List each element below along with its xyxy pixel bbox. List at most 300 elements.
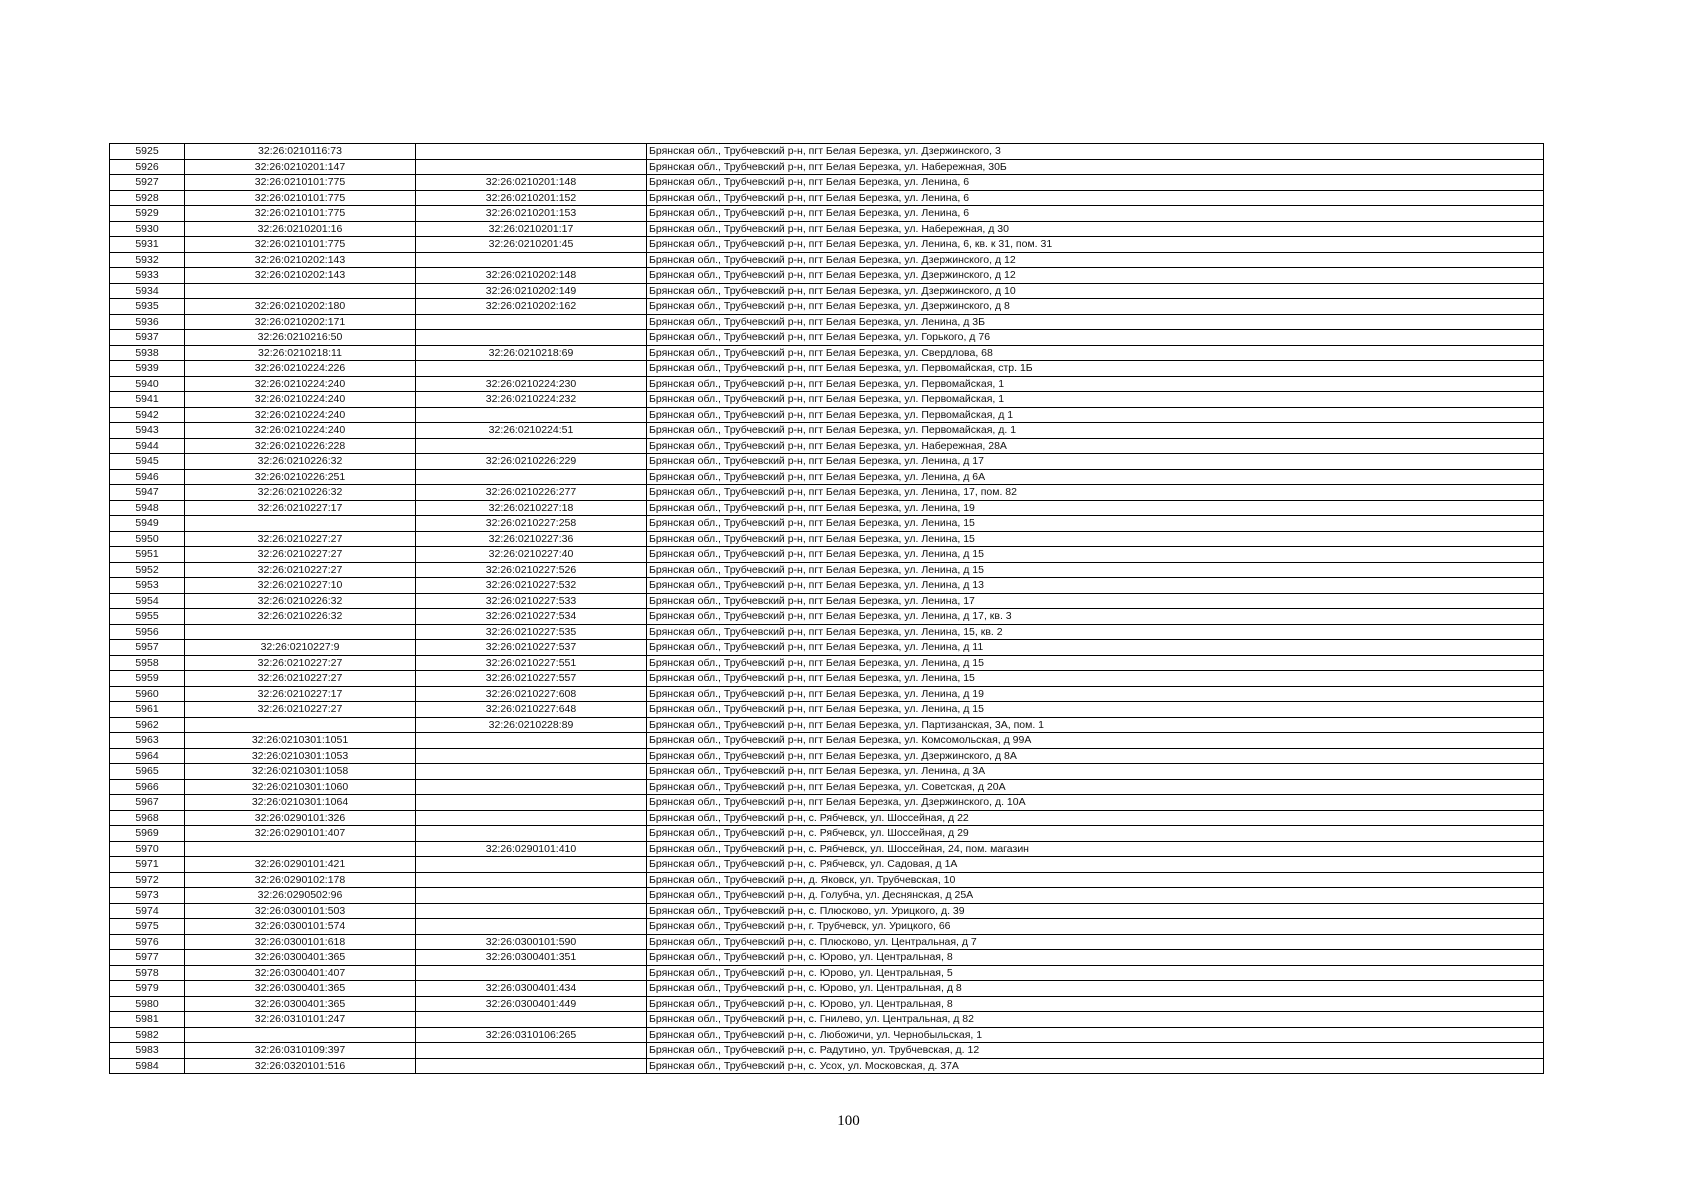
row-number-cell: 5927 (110, 175, 185, 191)
object-number-cell: 32:26:0210228:89 (416, 717, 647, 733)
object-number-cell: 32:26:0210227:535 (416, 624, 647, 640)
address-cell: Брянская обл., Трубчевский р-н, с. Рябчевск, ул. Шоссейная, д 22 (647, 810, 1544, 826)
address-cell: Брянская обл., Трубчевский р-н, с. Гнилево, ул. Центральная, д 82 (647, 1012, 1544, 1028)
object-number-cell: 32:26:0210224:51 (416, 423, 647, 439)
table-row (110, 996, 1544, 1012)
table-row (110, 1027, 1544, 1043)
object-number-cell: 32:26:0210227:533 (416, 593, 647, 609)
object-number-cell: 32:26:0210227:534 (416, 609, 647, 625)
table-row (110, 857, 1544, 873)
object-number-cell (416, 748, 647, 764)
table-row (110, 934, 1544, 950)
cadastral-number-cell: 32:26:0310101:247 (185, 1012, 416, 1028)
row-number-cell: 5974 (110, 903, 185, 919)
address-cell: Брянская обл., Трубчевский р-н, с. Плюсково, ул. Урицкого, д. 39 (647, 903, 1544, 919)
cadastral-number-cell: 32:26:0210226:228 (185, 438, 416, 454)
address-cell: Брянская обл., Трубчевский р-н, пгт Белая Березка, ул. Ленина, д 15 (647, 547, 1544, 563)
object-number-cell (416, 810, 647, 826)
row-number-cell: 5973 (110, 888, 185, 904)
table-row (110, 795, 1544, 811)
table-row (110, 810, 1544, 826)
address-cell: Брянская обл., Трубчевский р-н, пгт Белая Березка, ул. Дзержинского, 3 (647, 144, 1544, 160)
table-row (110, 190, 1544, 206)
object-number-cell: 32:26:0210227:36 (416, 531, 647, 547)
row-number-cell: 5963 (110, 733, 185, 749)
object-number-cell (416, 733, 647, 749)
address-cell: Брянская обл., Трубчевский р-н, пгт Белая Березка, ул. Свердлова, 68 (647, 345, 1544, 361)
cadastral-number-cell: 32:26:0300401:365 (185, 996, 416, 1012)
table-row (110, 872, 1544, 888)
row-number-cell: 5935 (110, 299, 185, 315)
table-row (110, 624, 1544, 640)
row-number-cell: 5978 (110, 965, 185, 981)
cadastral-number-cell: 32:26:0210101:775 (185, 175, 416, 191)
cadastral-number-cell: 32:26:0300401:365 (185, 981, 416, 997)
row-number-cell: 5951 (110, 547, 185, 563)
table-row (110, 299, 1544, 315)
address-cell: Брянская обл., Трубчевский р-н, пгт Белая Березка, ул. Дзержинского, д 12 (647, 252, 1544, 268)
address-cell: Брянская обл., Трубчевский р-н, с. Плюсково, ул. Центральная, д 7 (647, 934, 1544, 950)
cadastral-number-cell: 32:26:0210218:11 (185, 345, 416, 361)
cadastral-number-cell: 32:26:0300101:503 (185, 903, 416, 919)
object-number-cell: 32:26:0310106:265 (416, 1027, 647, 1043)
row-number-cell: 5933 (110, 268, 185, 284)
address-cell: Брянская обл., Трубчевский р-н, пгт Белая Березка, ул. Ленина, 17, пом. 82 (647, 485, 1544, 501)
object-number-cell (416, 144, 647, 160)
cadastral-number-cell: 32:26:0290101:407 (185, 826, 416, 842)
cadastral-number-cell: 32:26:0300101:618 (185, 934, 416, 950)
cadastral-number-cell (185, 624, 416, 640)
row-number-cell: 5965 (110, 764, 185, 780)
row-number-cell: 5953 (110, 578, 185, 594)
row-number-cell: 5942 (110, 407, 185, 423)
row-number-cell: 5938 (110, 345, 185, 361)
cadastral-number-cell: 32:26:0210226:251 (185, 469, 416, 485)
row-number-cell: 5940 (110, 376, 185, 392)
row-number-cell: 5930 (110, 221, 185, 237)
address-cell: Брянская обл., Трубчевский р-н, пгт Белая Березка, ул. Ленина, д 3А (647, 764, 1544, 780)
address-cell: Брянская обл., Трубчевский р-н, пгт Белая Березка, ул. Ленина, д 15 (647, 562, 1544, 578)
object-number-cell: 32:26:0210224:230 (416, 376, 647, 392)
table-row (110, 392, 1544, 408)
address-cell: Брянская обл., Трубчевский р-н, пгт Белая Березка, ул. Ленина, 15 (647, 671, 1544, 687)
cadastral-number-cell: 32:26:0210101:775 (185, 206, 416, 222)
address-cell: Брянская обл., Трубчевский р-н, пгт Белая Березка, ул. Первомайская, д 1 (647, 407, 1544, 423)
address-cell: Брянская обл., Трубчевский р-н, пгт Белая Березка, ул. Набережная, 30Б (647, 159, 1544, 175)
address-cell: Брянская обл., Трубчевский р-н, с. Юрово, ул. Центральная, 5 (647, 965, 1544, 981)
table-row (110, 903, 1544, 919)
cadastral-number-cell: 32:26:0290102:178 (185, 872, 416, 888)
row-number-cell: 5946 (110, 469, 185, 485)
address-cell: Брянская обл., Трубчевский р-н, пгт Белая Березка, ул. Комсомольская, д 99А (647, 733, 1544, 749)
table-row (110, 981, 1544, 997)
row-number-cell: 5981 (110, 1012, 185, 1028)
cadastral-number-cell: 32:26:0210201:147 (185, 159, 416, 175)
registry-table (109, 143, 1544, 1074)
table-row (110, 640, 1544, 656)
table-row (110, 826, 1544, 842)
table-row (110, 144, 1544, 160)
cadastral-number-cell: 32:26:0210224:240 (185, 407, 416, 423)
row-number-cell: 5948 (110, 500, 185, 516)
table-row (110, 283, 1544, 299)
object-number-cell (416, 903, 647, 919)
object-number-cell: 32:26:0210226:229 (416, 454, 647, 470)
cadastral-number-cell: 32:26:0210116:73 (185, 144, 416, 160)
object-number-cell: 32:26:0210224:232 (416, 392, 647, 408)
object-number-cell (416, 764, 647, 780)
object-number-cell (416, 438, 647, 454)
cadastral-number-cell: 32:26:0290502:96 (185, 888, 416, 904)
cadastral-number-cell: 32:26:0310109:397 (185, 1043, 416, 1059)
table-row (110, 547, 1544, 563)
address-cell: Брянская обл., Трубчевский р-н, пгт Белая Березка, ул. Дзержинского, д 12 (647, 268, 1544, 284)
cadastral-number-cell: 32:26:0210101:775 (185, 237, 416, 253)
table-row (110, 965, 1544, 981)
table-row (110, 314, 1544, 330)
address-cell: Брянская обл., Трубчевский р-н, пгт Белая Березка, ул. Дзержинского, д 8 (647, 299, 1544, 315)
row-number-cell: 5949 (110, 516, 185, 532)
cadastral-number-cell: 32:26:0210227:17 (185, 686, 416, 702)
table-row (110, 950, 1544, 966)
object-number-cell: 32:26:0210227:526 (416, 562, 647, 578)
address-cell: Брянская обл., Трубчевский р-н, пгт Белая Березка, ул. Ленина, д 15 (647, 655, 1544, 671)
cadastral-number-cell (185, 516, 416, 532)
table-row (110, 345, 1544, 361)
object-number-cell: 32:26:0210227:258 (416, 516, 647, 532)
cadastral-number-cell: 32:26:0210101:775 (185, 190, 416, 206)
cadastral-number-cell: 32:26:0290101:421 (185, 857, 416, 873)
cadastral-number-cell: 32:26:0210227:27 (185, 671, 416, 687)
table-row (110, 330, 1544, 346)
address-cell: Брянская обл., Трубчевский р-н, пгт Белая Березка, ул. Ленина, 6 (647, 206, 1544, 222)
address-cell: Брянская обл., Трубчевский р-н, пгт Белая Березка, ул. Дзержинского, д. 10А (647, 795, 1544, 811)
row-number-cell: 5939 (110, 361, 185, 377)
row-number-cell: 5970 (110, 841, 185, 857)
address-cell: Брянская обл., Трубчевский р-н, пгт Белая Березка, ул. Партизанская, 3А, пом. 1 (647, 717, 1544, 733)
row-number-cell: 5975 (110, 919, 185, 935)
table-row (110, 779, 1544, 795)
row-number-cell: 5969 (110, 826, 185, 842)
address-cell: Брянская обл., Трубчевский р-н, пгт Белая Березка, ул. Ленина, 6, кв. к 31, пом. 31 (647, 237, 1544, 253)
object-number-cell: 32:26:0210201:17 (416, 221, 647, 237)
row-number-cell: 5959 (110, 671, 185, 687)
cadastral-number-cell: 32:26:0210202:171 (185, 314, 416, 330)
address-cell: Брянская обл., Трубчевский р-н, пгт Белая Березка, ул. Дзержинского, д 8А (647, 748, 1544, 764)
address-cell: Брянская обл., Трубчевский р-н, пгт Белая Березка, ул. Первомайская, 1 (647, 376, 1544, 392)
row-number-cell: 5943 (110, 423, 185, 439)
table-row (110, 686, 1544, 702)
address-cell: Брянская обл., Трубчевский р-н, пгт Белая Березка, ул. Ленина, д 13 (647, 578, 1544, 594)
cadastral-number-cell: 32:26:0210227:27 (185, 531, 416, 547)
table-row (110, 159, 1544, 175)
address-cell: Брянская обл., Трубчевский р-н, пгт Белая Березка, ул. Ленина, 15 (647, 531, 1544, 547)
cadastral-number-cell: 32:26:0210227:10 (185, 578, 416, 594)
table-row (110, 733, 1544, 749)
row-number-cell: 5928 (110, 190, 185, 206)
row-number-cell: 5931 (110, 237, 185, 253)
cadastral-number-cell (185, 1027, 416, 1043)
row-number-cell: 5932 (110, 252, 185, 268)
object-number-cell (416, 361, 647, 377)
table-row (110, 702, 1544, 718)
table-row (110, 888, 1544, 904)
row-number-cell: 5952 (110, 562, 185, 578)
address-cell: Брянская обл., Трубчевский р-н, г. Трубчевск, ул. Урицкого, 66 (647, 919, 1544, 935)
row-number-cell: 5961 (110, 702, 185, 718)
object-number-cell: 32:26:0210218:69 (416, 345, 647, 361)
address-cell: Брянская обл., Трубчевский р-н, пгт Белая Березка, ул. Ленина, 19 (647, 500, 1544, 516)
table-row (110, 268, 1544, 284)
object-number-cell: 32:26:0210227:557 (416, 671, 647, 687)
address-cell: Брянская обл., Трубчевский р-н, пгт Белая Березка, ул. Набережная, 28А (647, 438, 1544, 454)
cadastral-number-cell: 32:26:0210202:143 (185, 268, 416, 284)
cadastral-number-cell: 32:26:0210227:17 (185, 500, 416, 516)
row-number-cell: 5954 (110, 593, 185, 609)
object-number-cell (416, 252, 647, 268)
object-number-cell: 32:26:0210201:45 (416, 237, 647, 253)
cadastral-number-cell: 32:26:0210227:27 (185, 562, 416, 578)
table-row (110, 671, 1544, 687)
address-cell: Брянская обл., Трубчевский р-н, пгт Белая Березка, ул. Дзержинского, д 10 (647, 283, 1544, 299)
object-number-cell: 32:26:0300401:434 (416, 981, 647, 997)
object-number-cell: 32:26:0210227:648 (416, 702, 647, 718)
table-row (110, 562, 1544, 578)
object-number-cell (416, 469, 647, 485)
row-number-cell: 5945 (110, 454, 185, 470)
object-number-cell: 32:26:0210227:532 (416, 578, 647, 594)
row-number-cell: 5929 (110, 206, 185, 222)
object-number-cell: 32:26:0300401:449 (416, 996, 647, 1012)
object-number-cell (416, 407, 647, 423)
row-number-cell: 5964 (110, 748, 185, 764)
object-number-cell: 32:26:0210227:537 (416, 640, 647, 656)
cadastral-number-cell: 32:26:0210227:9 (185, 640, 416, 656)
row-number-cell: 5967 (110, 795, 185, 811)
table-row (110, 423, 1544, 439)
object-number-cell (416, 314, 647, 330)
cadastral-number-cell: 32:26:0210301:1060 (185, 779, 416, 795)
row-number-cell: 5980 (110, 996, 185, 1012)
address-cell: Брянская обл., Трубчевский р-н, с. Радутино, ул. Трубчевская, д. 12 (647, 1043, 1544, 1059)
cadastral-number-cell: 32:26:0210224:226 (185, 361, 416, 377)
cadastral-number-cell: 32:26:0210227:27 (185, 547, 416, 563)
table-row (110, 748, 1544, 764)
table-row (110, 764, 1544, 780)
cadastral-number-cell: 32:26:0210226:32 (185, 454, 416, 470)
cadastral-number-cell: 32:26:0210227:27 (185, 702, 416, 718)
table-row (110, 516, 1544, 532)
table-row (110, 206, 1544, 222)
address-cell: Брянская обл., Трубчевский р-н, пгт Белая Березка, ул. Ленина, 15, кв. 2 (647, 624, 1544, 640)
table-row (110, 361, 1544, 377)
address-cell: Брянская обл., Трубчевский р-н, с. Рябчевск, ул. Садовая, д 1А (647, 857, 1544, 873)
row-number-cell: 5966 (110, 779, 185, 795)
row-number-cell: 5968 (110, 810, 185, 826)
cadastral-number-cell: 32:26:0290101:326 (185, 810, 416, 826)
object-number-cell: 32:26:0210227:551 (416, 655, 647, 671)
cadastral-number-cell: 32:26:0320101:516 (185, 1058, 416, 1074)
object-number-cell: 32:26:0210201:148 (416, 175, 647, 191)
row-number-cell: 5950 (110, 531, 185, 547)
cadastral-number-cell: 32:26:0210216:50 (185, 330, 416, 346)
object-number-cell (416, 1043, 647, 1059)
cadastral-number-cell: 32:26:0300101:574 (185, 919, 416, 935)
object-number-cell (416, 1058, 647, 1074)
row-number-cell: 5944 (110, 438, 185, 454)
registry-table-body (110, 144, 1544, 1074)
table-row (110, 593, 1544, 609)
cadastral-number-cell: 32:26:0210226:32 (185, 485, 416, 501)
cadastral-number-cell: 32:26:0210301:1053 (185, 748, 416, 764)
row-number-cell: 5979 (110, 981, 185, 997)
object-number-cell: 32:26:0210227:40 (416, 547, 647, 563)
row-number-cell: 5926 (110, 159, 185, 175)
object-number-cell (416, 857, 647, 873)
table-row (110, 1012, 1544, 1028)
address-cell: Брянская обл., Трубчевский р-н, пгт Белая Березка, ул. Первомайская, д. 1 (647, 423, 1544, 439)
address-cell: Брянская обл., Трубчевский р-н, пгт Белая Березка, ул. Первомайская, 1 (647, 392, 1544, 408)
cadastral-number-cell: 32:26:0300401:407 (185, 965, 416, 981)
object-number-cell (416, 826, 647, 842)
table-row (110, 376, 1544, 392)
row-number-cell: 5972 (110, 872, 185, 888)
object-number-cell: 32:26:0210202:162 (416, 299, 647, 315)
cadastral-number-cell: 32:26:0210301:1064 (185, 795, 416, 811)
row-number-cell: 5937 (110, 330, 185, 346)
cadastral-number-cell: 32:26:0210226:32 (185, 609, 416, 625)
object-number-cell: 32:26:0210227:18 (416, 500, 647, 516)
address-cell: Брянская обл., Трубчевский р-н, д. Голубча, ул. Деснянская, д 25А (647, 888, 1544, 904)
object-number-cell (416, 159, 647, 175)
object-number-cell: 32:26:0300401:351 (416, 950, 647, 966)
cadastral-number-cell: 32:26:0210301:1058 (185, 764, 416, 780)
address-cell: Брянская обл., Трубчевский р-н, с. Рябчевск, ул. Шоссейная, д 29 (647, 826, 1544, 842)
cadastral-number-cell: 32:26:0210224:240 (185, 423, 416, 439)
row-number-cell: 5960 (110, 686, 185, 702)
table-row (110, 841, 1544, 857)
table-row (110, 252, 1544, 268)
row-number-cell: 5971 (110, 857, 185, 873)
address-cell: Брянская обл., Трубчевский р-н, пгт Белая Березка, ул. Советская, д 20А (647, 779, 1544, 795)
object-number-cell: 32:26:0210201:152 (416, 190, 647, 206)
table-row (110, 500, 1544, 516)
cadastral-number-cell: 32:26:0210201:16 (185, 221, 416, 237)
row-number-cell: 5957 (110, 640, 185, 656)
address-cell: Брянская обл., Трубчевский р-н, с. Любожичи, ул. Чернобыльская, 1 (647, 1027, 1544, 1043)
table-row (110, 1058, 1544, 1074)
table-row (110, 578, 1544, 594)
address-cell: Брянская обл., Трубчевский р-н, пгт Белая Березка, ул. Ленина, 15 (647, 516, 1544, 532)
object-number-cell (416, 795, 647, 811)
cadastral-number-cell (185, 841, 416, 857)
object-number-cell (416, 1012, 647, 1028)
row-number-cell: 5956 (110, 624, 185, 640)
table-row (110, 407, 1544, 423)
address-cell: Брянская обл., Трубчевский р-н, с. Рябчевск, ул. Шоссейная, 24, пом. магазин (647, 841, 1544, 857)
object-number-cell (416, 330, 647, 346)
table-row (110, 469, 1544, 485)
cadastral-number-cell (185, 717, 416, 733)
row-number-cell: 5958 (110, 655, 185, 671)
address-cell: Брянская обл., Трубчевский р-н, пгт Белая Березка, ул. Ленина, д 17 (647, 454, 1544, 470)
address-cell: Брянская обл., Трубчевский р-н, пгт Белая Березка, ул. Ленина, д 6А (647, 469, 1544, 485)
address-cell: Брянская обл., Трубчевский р-н, с. Усох, ул. Московская, д. 37А (647, 1058, 1544, 1074)
object-number-cell: 32:26:0210202:148 (416, 268, 647, 284)
row-number-cell: 5983 (110, 1043, 185, 1059)
table-row (110, 919, 1544, 935)
object-number-cell: 32:26:0210201:153 (416, 206, 647, 222)
address-cell: Брянская обл., Трубчевский р-н, пгт Белая Березка, ул. Ленина, д 17, кв. 3 (647, 609, 1544, 625)
object-number-cell (416, 919, 647, 935)
address-cell: Брянская обл., Трубчевский р-н, пгт Белая Березка, ул. Ленина, 17 (647, 593, 1544, 609)
table-row (110, 1043, 1544, 1059)
row-number-cell: 5976 (110, 934, 185, 950)
cadastral-number-cell: 32:26:0210227:27 (185, 655, 416, 671)
row-number-cell: 5977 (110, 950, 185, 966)
address-cell: Брянская обл., Трубчевский р-н, пгт Белая Березка, ул. Ленина, 6 (647, 190, 1544, 206)
object-number-cell (416, 779, 647, 795)
cadastral-number-cell: 32:26:0210202:143 (185, 252, 416, 268)
cadastral-number-cell: 32:26:0210202:180 (185, 299, 416, 315)
object-number-cell: 32:26:0210227:608 (416, 686, 647, 702)
row-number-cell: 5955 (110, 609, 185, 625)
cadastral-number-cell: 32:26:0210226:32 (185, 593, 416, 609)
address-cell: Брянская обл., Трубчевский р-н, д. Яковск, ул. Трубчевская, 10 (647, 872, 1544, 888)
table-row (110, 485, 1544, 501)
page-number: 100 (837, 1113, 860, 1129)
row-number-cell: 5934 (110, 283, 185, 299)
cadastral-number-cell: 32:26:0210301:1051 (185, 733, 416, 749)
address-cell: Брянская обл., Трубчевский р-н, пгт Белая Березка, ул. Ленина, д 15 (647, 702, 1544, 718)
row-number-cell: 5982 (110, 1027, 185, 1043)
row-number-cell: 5947 (110, 485, 185, 501)
address-cell: Брянская обл., Трубчевский р-н, пгт Белая Березка, ул. Ленина, д 3Б (647, 314, 1544, 330)
address-cell: Брянская обл., Трубчевский р-н, пгт Белая Березка, ул. Ленина, д 19 (647, 686, 1544, 702)
row-number-cell: 5925 (110, 144, 185, 160)
cadastral-number-cell: 32:26:0300401:365 (185, 950, 416, 966)
object-number-cell: 32:26:0290101:410 (416, 841, 647, 857)
object-number-cell: 32:26:0210226:277 (416, 485, 647, 501)
object-number-cell: 32:26:0300101:590 (416, 934, 647, 950)
address-cell: Брянская обл., Трубчевский р-н, с. Юрово, ул. Центральная, 8 (647, 996, 1544, 1012)
table-row (110, 454, 1544, 470)
table-row (110, 655, 1544, 671)
address-cell: Брянская обл., Трубчевский р-н, пгт Белая Березка, ул. Ленина, д 11 (647, 640, 1544, 656)
row-number-cell: 5941 (110, 392, 185, 408)
row-number-cell: 5984 (110, 1058, 185, 1074)
object-number-cell: 32:26:0210202:149 (416, 283, 647, 299)
cadastral-number-cell (185, 283, 416, 299)
object-number-cell (416, 872, 647, 888)
address-cell: Брянская обл., Трубчевский р-н, пгт Белая Березка, ул. Ленина, 6 (647, 175, 1544, 191)
table-row (110, 175, 1544, 191)
address-cell: Брянская обл., Трубчевский р-н, с. Юрово, ул. Центральная, д 8 (647, 981, 1544, 997)
address-cell: Брянская обл., Трубчевский р-н, с. Юрово, ул. Центральная, 8 (647, 950, 1544, 966)
table-row (110, 717, 1544, 733)
table-row (110, 531, 1544, 547)
object-number-cell (416, 888, 647, 904)
address-cell: Брянская обл., Трубчевский р-н, пгт Белая Березка, ул. Набережная, д 30 (647, 221, 1544, 237)
table-row (110, 438, 1544, 454)
address-cell: Брянская обл., Трубчевский р-н, пгт Белая Березка, ул. Первомайская, стр. 1Б (647, 361, 1544, 377)
table-row (110, 221, 1544, 237)
address-cell: Брянская обл., Трубчевский р-н, пгт Белая Березка, ул. Горького, д 76 (647, 330, 1544, 346)
table-row (110, 237, 1544, 253)
row-number-cell: 5962 (110, 717, 185, 733)
row-number-cell: 5936 (110, 314, 185, 330)
object-number-cell (416, 965, 647, 981)
